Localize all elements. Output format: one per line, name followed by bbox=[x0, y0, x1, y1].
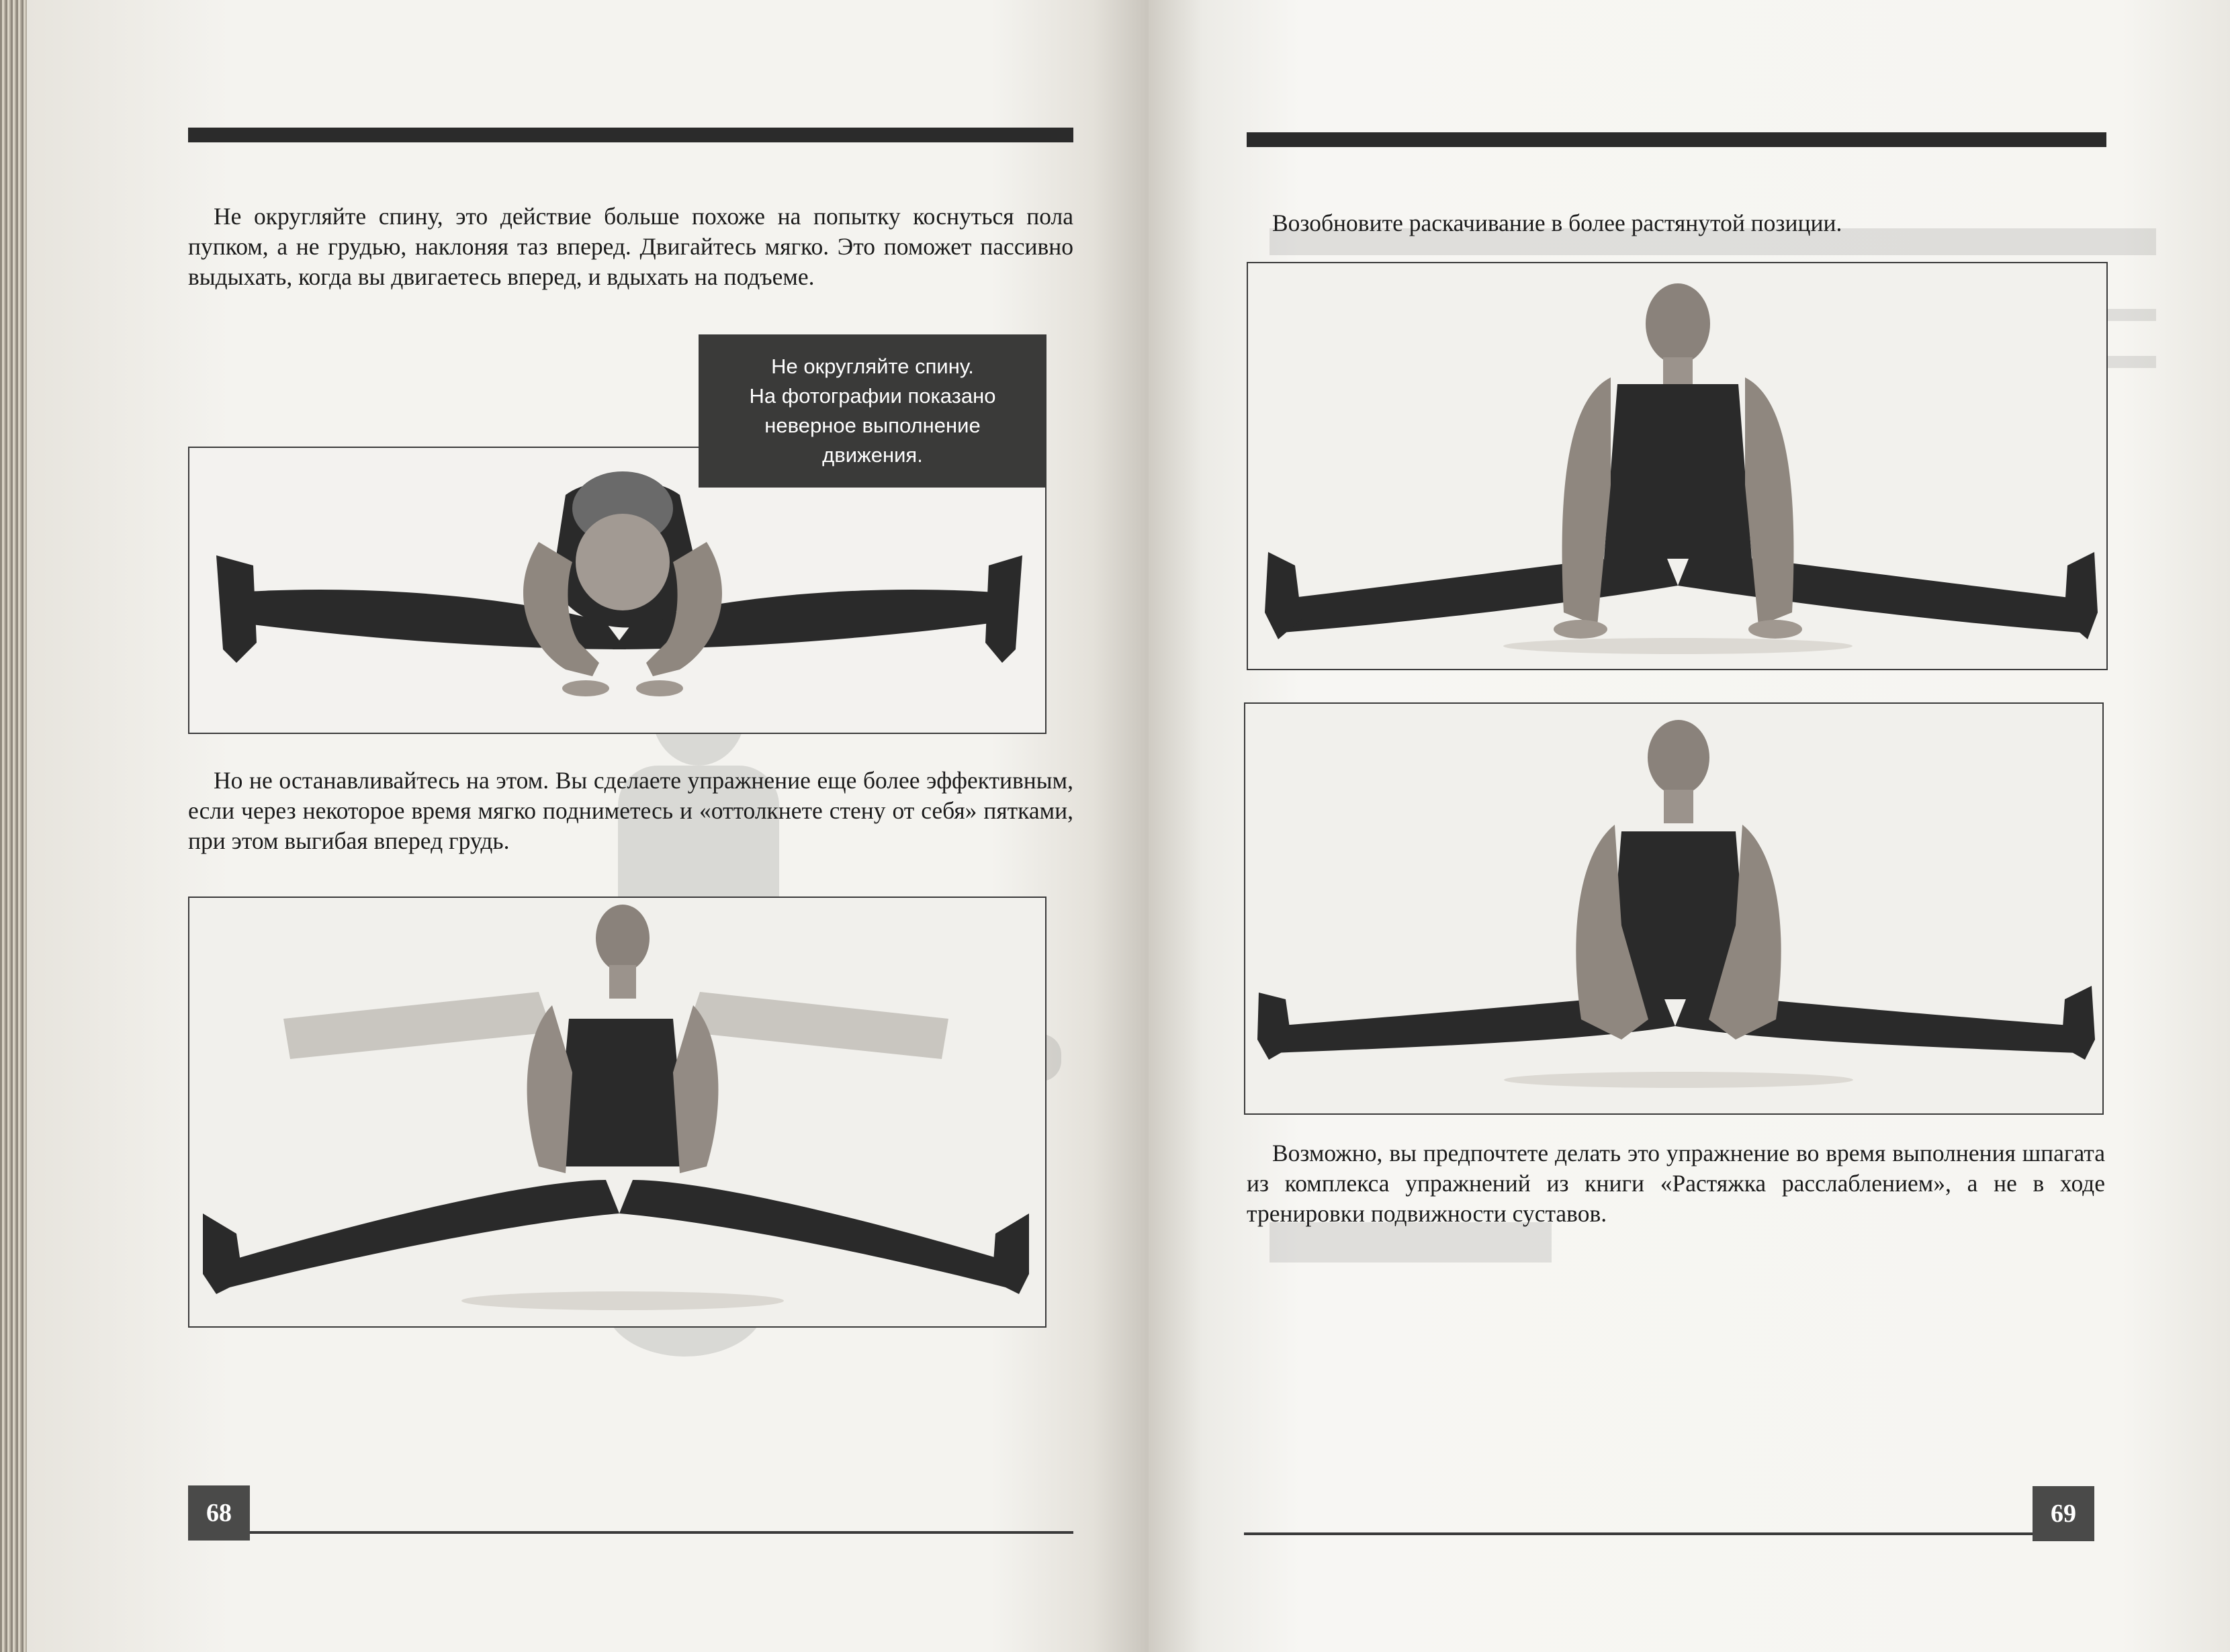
paragraph-3 bbox=[1247, 208, 2106, 238]
page-number-right-text: 69 bbox=[2051, 1500, 2076, 1528]
paragraph-1 bbox=[188, 201, 1073, 292]
page-number-right bbox=[2033, 1486, 2094, 1541]
page-number-left bbox=[188, 1485, 250, 1541]
callout-line-2: На фотографии показано bbox=[749, 384, 996, 408]
header-rule bbox=[1247, 132, 2106, 147]
photo-forward-bend bbox=[188, 447, 1046, 734]
paragraph-2 bbox=[188, 766, 1073, 856]
photo-upright-sitting bbox=[1244, 702, 2104, 1115]
paragraph-2-text: Но не останавливайтесь на этом. Вы сделаете упражнение еще более эффективным, если через некоторое время мягко подниметесь и «оттолкнете стену от себя» пятками, при этом выгибая вперед грудь. bbox=[188, 767, 1073, 854]
side-split-upright-sitting-photo bbox=[1245, 704, 2102, 1113]
side-split-hands-on-floor-photo bbox=[1248, 263, 2106, 669]
left-page bbox=[27, 0, 1149, 1652]
right-page bbox=[1149, 0, 2230, 1652]
warning-callout bbox=[699, 334, 1046, 488]
paragraph-3-text: Возобновите раскачивание в более растянутой позиции. bbox=[1272, 210, 1842, 236]
side-split-forward-bend-photo bbox=[189, 448, 1045, 733]
photo-hands-on-floor bbox=[1247, 262, 2108, 670]
footer-rule-right bbox=[1244, 1532, 2033, 1535]
book-page-edges bbox=[0, 0, 27, 1652]
header-rule bbox=[188, 128, 1073, 142]
footer-rule-left bbox=[250, 1531, 1073, 1534]
paragraph-1-text: Не округляйте спину, это действие больше похоже на попытку коснуться пола пупком, а не грудью, наклоняя таз вперед. Двигайтесь мягко. Это поможет пассивно выдыхать, когда вы двигаетесь вперед, и вдыхать на подъеме. bbox=[188, 203, 1073, 290]
page-number-left-text: 68 bbox=[206, 1499, 232, 1527]
photo-upright-split bbox=[188, 897, 1046, 1328]
callout-line-4: движения. bbox=[822, 443, 923, 467]
paragraph-4 bbox=[1247, 1138, 2105, 1229]
callout-line-1: Не округляйте спину. bbox=[771, 355, 974, 378]
callout-line-3: неверное выполнение bbox=[764, 414, 981, 437]
paragraph-4-text: Возможно, вы предпочтете делать это упражнение во время выполнения шпагата из комплекса упражнений из книги «Растяжка расслаблением», а не в ходе тренировки подвижности суставов. bbox=[1247, 1140, 2105, 1227]
side-split-upright-chest-forward-photo bbox=[189, 898, 1045, 1326]
